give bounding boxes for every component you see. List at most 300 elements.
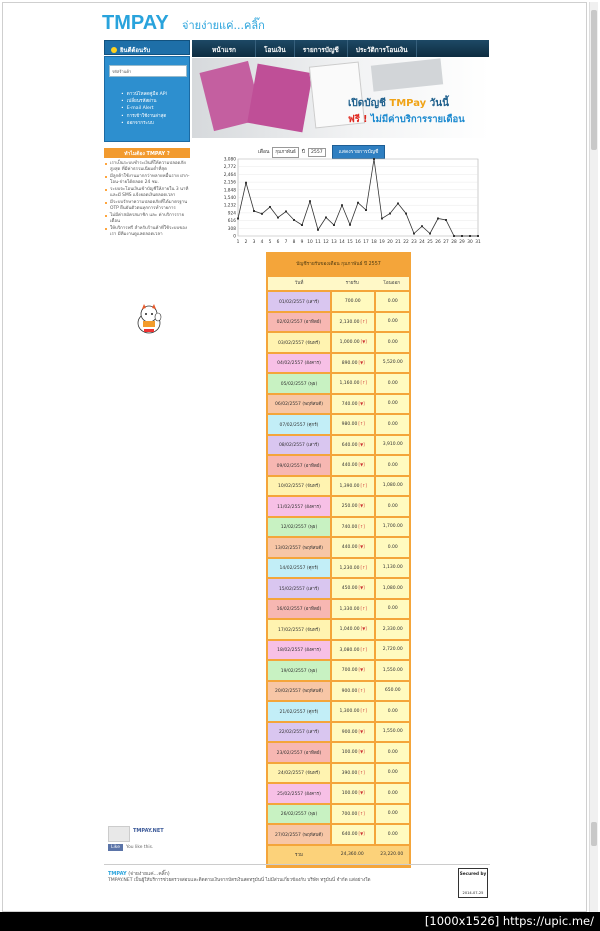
row-income (330, 641, 374, 660)
col-date: วันที่ (268, 277, 330, 290)
data-point (357, 202, 359, 204)
table-row (268, 579, 409, 598)
table-row (268, 600, 409, 619)
data-point (413, 233, 415, 235)
income-value: 1,160.00 (339, 381, 360, 387)
banner-text: ไม่มีค่าบริการรายเดือน (367, 114, 465, 125)
login-panel (104, 56, 190, 142)
income-value: 700.00 (344, 298, 361, 304)
x-tick-label: 3 (252, 240, 256, 245)
why-tmpay-header: ทำไมต้อง TMPAY ? (104, 148, 190, 158)
income-line-chart (208, 156, 488, 246)
fb-like-box (108, 844, 153, 851)
income-value: 900.00 (341, 729, 358, 735)
site-tagline: จ่ายง่ายแค่...คลิ๊ก (182, 19, 265, 32)
row-income (330, 313, 374, 332)
row-date: 24/02/2557 (จันทร์) (268, 764, 330, 783)
table-row (268, 805, 409, 824)
y-tick-label: 1,848 (223, 188, 236, 194)
y-tick-label: 2,156 (223, 180, 236, 186)
banner-line-1 (348, 96, 449, 111)
row-transfer-out: 0.00 (374, 333, 409, 352)
row-income (330, 292, 374, 311)
nav-item[interactable]: รายการบัญชี (295, 40, 348, 57)
lucky-cat-mascot (134, 304, 164, 334)
income-value: 1,390.00 (339, 483, 360, 489)
income-value: 890.00 (341, 360, 358, 366)
y-tick-label: 1,232 (223, 203, 236, 209)
data-point (469, 235, 471, 237)
site-logo[interactable]: TMPAY (102, 12, 169, 34)
table-row (268, 477, 409, 496)
row-transfer-out: 0.00 (374, 825, 409, 844)
data-point (477, 235, 479, 237)
row-income (330, 702, 374, 721)
x-tick-label: 25 (427, 240, 433, 245)
row-transfer-out: 0.00 (374, 538, 409, 557)
image-host-watermark: [1000x1526] https://upic.me/ (424, 914, 594, 928)
account-link[interactable]: • ดาวน์โหลดคู่มือ API (121, 91, 167, 98)
row-transfer-out: 0.00 (374, 600, 409, 619)
x-tick-label: 19 (379, 240, 385, 245)
data-point (261, 213, 263, 215)
x-tick-label: 10 (307, 240, 313, 245)
income-value: 250.00 (341, 504, 358, 510)
data-point (445, 219, 447, 221)
x-tick-label: 28 (451, 240, 457, 245)
data-point (405, 213, 407, 215)
trend-arrow-icon: [↑] (360, 605, 367, 611)
row-date: 27/02/2557 (พฤหัสบดี) (268, 825, 330, 844)
data-point (325, 217, 327, 219)
x-tick-label: 23 (411, 240, 417, 245)
x-tick-label: 6 (276, 240, 280, 245)
row-income (330, 805, 374, 824)
data-point (373, 158, 375, 160)
table-row (268, 497, 409, 516)
table-row (268, 518, 409, 537)
year-label: ปี (301, 149, 305, 155)
row-date: 01/02/2557 (เสาร์) (268, 292, 330, 311)
row-transfer-out: 1,130.00 (374, 559, 409, 578)
data-point (453, 235, 455, 237)
data-point (333, 224, 335, 226)
why-tmpay-list (104, 161, 192, 239)
scrollbar-thumb[interactable] (591, 10, 597, 150)
x-tick-label: 18 (371, 240, 377, 245)
y-tick-label: 924 (227, 211, 236, 217)
data-point (461, 235, 463, 237)
table-row (268, 333, 409, 352)
trend-arrow-icon: [▼] (358, 728, 365, 734)
data-point (245, 182, 247, 184)
row-date: 23/02/2557 (อาทิตย์) (268, 743, 330, 762)
why-item: ไม่มีค่าสมัครสมาชิก และ ค่าบริการรายเดือน (104, 213, 192, 225)
x-tick-label: 31 (475, 240, 481, 245)
banner-card (371, 58, 443, 91)
income-value: 440.00 (341, 463, 358, 469)
row-date: 02/02/2557 (อาทิตย์) (268, 313, 330, 332)
x-tick-label: 26 (435, 240, 441, 245)
row-income (330, 374, 374, 393)
trend-arrow-icon: [▼] (358, 441, 365, 447)
fb-like-button[interactable]: Like (108, 844, 123, 851)
x-tick-label: 27 (443, 240, 449, 245)
table-row (268, 825, 409, 844)
promo-banner[interactable] (192, 58, 489, 138)
why-item: ให้บริการฟรี สำหรับร้านค้าที่ใช้ระบบของเรา มีทีมงานดูแลตลอดเวลา (104, 226, 192, 238)
trend-arrow-icon: [▼] (358, 503, 365, 509)
data-point (293, 219, 295, 221)
table-row (268, 436, 409, 455)
row-income (330, 600, 374, 619)
row-transfer-out: 650.00 (374, 682, 409, 701)
y-tick-label: 2,464 (223, 172, 236, 178)
footer-brand-name: TMPAY (108, 871, 127, 877)
row-transfer-out: 1,080.00 (374, 477, 409, 496)
x-tick-label: 7 (284, 240, 288, 245)
account-link[interactable]: • เปลี่ยนรหัสผ่าน (121, 98, 167, 105)
trend-arrow-icon: [↑] (358, 810, 365, 816)
y-tick-label: 616 (227, 219, 236, 225)
income-value: 740.00 (341, 524, 358, 530)
total-in: 24,360.00 (330, 846, 374, 864)
row-income (330, 333, 374, 352)
why-item: มีลูกค้าใช้งานมากกว่าหลายหมื่นราย ฝาก-โอน-จ่ายได้ตลอด 24 ชม. (104, 174, 192, 186)
month-select[interactable]: กุมภาพันธ์ (272, 147, 298, 158)
data-point (341, 204, 343, 206)
nav-item[interactable]: โอนเงิน (256, 40, 295, 57)
table-row (268, 313, 409, 332)
row-income (330, 682, 374, 701)
data-point (429, 233, 431, 235)
table-row (268, 395, 409, 414)
table-row (268, 374, 409, 393)
data-point (421, 225, 423, 227)
y-tick-label: 1,540 (223, 196, 236, 201)
col-transfer-out: โอนออก (374, 277, 409, 290)
row-date: 12/02/2557 (พุธ) (268, 518, 330, 537)
trend-arrow-icon: [▼] (358, 585, 365, 591)
trend-arrow-icon: [▼] (358, 831, 365, 837)
income-value: 980.00 (341, 422, 358, 428)
row-date: 10/02/2557 (จันทร์) (268, 477, 330, 496)
footer-divider (104, 864, 490, 865)
total-out: 23,220.00 (374, 846, 409, 864)
trend-arrow-icon: [▼] (358, 400, 365, 406)
row-income (330, 579, 374, 598)
row-income (330, 784, 374, 803)
row-income (330, 415, 374, 434)
account-link[interactable]: • E-mail Alert (121, 105, 167, 112)
table-row (268, 682, 409, 701)
why-item: ระบบจะโอนเงินเข้าบัญชีให้ภายใน 3 นาที และมี SMS แจ้งยอดเงินตลอดเวลา (104, 187, 192, 199)
row-income (330, 538, 374, 557)
table-row (268, 764, 409, 783)
trend-arrow-icon: [↑] (360, 318, 367, 324)
row-date: 25/02/2557 (อังคาร) (268, 784, 330, 803)
main-nav (192, 40, 489, 57)
table-row (268, 702, 409, 721)
download-icon (111, 47, 117, 53)
row-date: 19/02/2557 (พุธ) (268, 661, 330, 680)
income-value: 3,080.00 (339, 647, 360, 653)
row-transfer-out: 0.00 (374, 497, 409, 516)
banner-text: วันนี้ (426, 98, 449, 109)
income-value: 640.00 (341, 832, 358, 838)
why-item: เราเป็นระบบชำระเงินที่ให้ความปลอดภัยสูงสุด ที่มีค่าธรรมเนียมต่ำที่สุด (104, 161, 192, 173)
secured-text: Secured by (459, 871, 487, 876)
nav-item[interactable]: ประวัติการโอนเงิน (348, 40, 417, 57)
table-row (268, 559, 409, 578)
year-select[interactable]: 2557 (308, 148, 326, 157)
login-header (104, 40, 190, 55)
x-tick-label: 16 (355, 240, 361, 245)
data-point (285, 211, 287, 213)
col-income: รายรับ (330, 277, 374, 290)
row-date: 22/02/2557 (เสาร์) (268, 723, 330, 742)
row-date: 05/02/2557 (พุธ) (268, 374, 330, 393)
income-value: 640.00 (341, 442, 358, 448)
row-income (330, 436, 374, 455)
y-tick-label: 0 (233, 234, 236, 240)
x-tick-label: 20 (387, 240, 393, 245)
data-point (301, 224, 303, 226)
x-tick-label: 17 (363, 240, 369, 245)
row-transfer-out: 0.00 (374, 805, 409, 824)
x-tick-label: 30 (467, 240, 473, 245)
fb-page-avatar[interactable] (108, 826, 130, 842)
table-row (268, 661, 409, 680)
data-point (317, 229, 319, 231)
row-transfer-out: 0.00 (374, 292, 409, 311)
row-date: 16/02/2557 (อาทิตย์) (268, 600, 330, 619)
row-transfer-out: 5,520.00 (374, 354, 409, 373)
why-item: มีระบบรักษาความปลอดภัยที่ได้มาตรฐาน OTP ยืนยันตัวตนทุกการทำรายการ (104, 200, 192, 212)
row-transfer-out: 1,080.00 (374, 579, 409, 598)
table-row (268, 620, 409, 639)
row-date: 21/02/2557 (ศุกร์) (268, 702, 330, 721)
row-date: 14/02/2557 (ศุกร์) (268, 559, 330, 578)
x-tick-label: 24 (419, 240, 425, 245)
x-tick-label: 11 (315, 240, 321, 245)
table-row (268, 723, 409, 742)
trend-arrow-icon: [↑] (358, 687, 365, 693)
image-host-bar (0, 912, 600, 931)
x-tick-label: 12 (323, 240, 329, 245)
row-date: 07/02/2557 (ศุกร์) (268, 415, 330, 434)
trend-arrow-icon: [▼] (360, 626, 367, 632)
total-row (268, 846, 409, 864)
row-transfer-out: 0.00 (374, 743, 409, 762)
row-date: 26/02/2557 (พุธ) (268, 805, 330, 824)
trend-arrow-icon: [▼] (358, 790, 365, 796)
row-transfer-out: 0.00 (374, 313, 409, 332)
income-value: 100.00 (341, 750, 358, 756)
row-transfer-out: 1,550.00 (374, 723, 409, 742)
income-value: 1,040.00 (339, 627, 360, 633)
login-title: ยินดีต้อนรับ (120, 47, 151, 54)
nav-item[interactable]: หน้าแรก (192, 40, 256, 57)
trend-arrow-icon: [↑] (358, 523, 365, 529)
table-row (268, 641, 409, 660)
row-date: 20/02/2557 (พฤหัสบดี) (268, 682, 330, 701)
table-row (268, 743, 409, 762)
row-transfer-out: 0.00 (374, 415, 409, 434)
table-row (268, 784, 409, 803)
secured-badge[interactable] (458, 868, 488, 898)
account-link[interactable]: • ออกจากระบบ (121, 120, 167, 127)
income-value: 1,300.00 (339, 709, 360, 715)
income-value: 740.00 (341, 401, 358, 407)
row-transfer-out: 1,550.00 (374, 661, 409, 680)
table-row (268, 415, 409, 434)
x-tick-label: 29 (459, 240, 465, 245)
row-date: 06/02/2557 (พฤหัสบดี) (268, 395, 330, 414)
income-value: 1,000.00 (339, 340, 360, 346)
income-value: 900.00 (341, 688, 358, 694)
x-tick-label: 2 (244, 240, 248, 245)
row-income (330, 620, 374, 639)
trend-arrow-icon: [↑] (360, 482, 367, 488)
trend-arrow-icon: [▼] (358, 544, 365, 550)
row-income (330, 825, 374, 844)
income-value: 450.00 (341, 586, 358, 592)
row-transfer-out: 3,910.00 (374, 436, 409, 455)
row-income (330, 764, 374, 783)
trend-arrow-icon: [▼] (358, 667, 365, 673)
month-label: เดือน (258, 149, 270, 155)
income-value: 390.00 (341, 770, 358, 776)
scrollbar-thumb-lower[interactable] (591, 822, 597, 846)
banner-free: ฟรี ! (348, 114, 368, 125)
fb-page-name[interactable]: TMPAY.NET (133, 828, 164, 834)
row-income (330, 518, 374, 537)
row-transfer-out: 0.00 (374, 374, 409, 393)
banner-card (247, 64, 313, 133)
x-tick-label: 5 (268, 240, 272, 245)
row-date: 09/02/2557 (อาทิตย์) (268, 456, 330, 475)
data-point (253, 210, 255, 212)
income-value: 440.00 (341, 545, 358, 551)
row-transfer-out: 0.00 (374, 395, 409, 414)
row-date: 11/02/2557 (อังคาร) (268, 497, 330, 516)
x-tick-label: 9 (300, 240, 304, 245)
x-tick-label: 21 (395, 240, 401, 245)
data-point (437, 218, 439, 220)
data-point (277, 217, 279, 219)
x-tick-label: 14 (339, 240, 345, 245)
row-date: 17/02/2557 (จันทร์) (268, 620, 330, 639)
footer-disclaimer: TMPAY.NET เป็นผู้ให้บริการช่วยตรวจสอบและติดตามเงินจากบัตรเงินสดทรูมันนี่ ไม่มีส่วนเกี่ยวข้องกับ บริษัท ทรูมันนี่ จำกัด แต่อย่างใด (108, 878, 371, 883)
banner-brand: TMPay (389, 98, 427, 109)
y-tick-label: 308 (227, 226, 236, 232)
y-tick-label: 2,772 (223, 165, 236, 171)
income-value: 700.00 (341, 668, 358, 674)
trend-arrow-icon: [▼] (360, 339, 367, 345)
income-value: 1,230.00 (339, 565, 360, 571)
statement-table (266, 252, 411, 868)
income-value: 2,130.00 (339, 319, 360, 325)
table-row (268, 538, 409, 557)
x-tick-label: 1 (236, 240, 240, 245)
trend-arrow-icon: [↑] (358, 421, 365, 427)
row-date: 15/02/2557 (เสาร์) (268, 579, 330, 598)
row-income (330, 477, 374, 496)
x-tick-label: 4 (260, 240, 264, 245)
table-row (268, 292, 409, 311)
x-tick-label: 8 (292, 240, 296, 245)
x-tick-label: 13 (331, 240, 337, 245)
trend-arrow-icon: [↑] (360, 380, 367, 386)
row-transfer-out: 2,720.00 (374, 641, 409, 660)
total-label: รวม (268, 846, 330, 864)
row-date: 18/02/2557 (อังคาร) (268, 641, 330, 660)
trend-arrow-icon: [▼] (358, 749, 365, 755)
trend-arrow-icon: [↑] (358, 769, 365, 775)
show-statement-button[interactable]: แสดงรายการบัญชี (332, 145, 386, 159)
row-transfer-out: 1,700.00 (374, 518, 409, 537)
data-point (237, 218, 239, 220)
row-transfer-out: 0.00 (374, 784, 409, 803)
row-date: 13/02/2557 (พฤหัสบดี) (268, 538, 330, 557)
row-transfer-out: 0.00 (374, 702, 409, 721)
table-caption: บัญชีรายรับของเดือน กุมภาพันธ์ ปี 2557 (296, 262, 381, 267)
data-point (381, 218, 383, 220)
x-tick-label: 22 (403, 240, 409, 245)
row-transfer-out: 0.00 (374, 456, 409, 475)
trend-arrow-icon: [▼] (358, 359, 365, 365)
data-point (269, 206, 271, 208)
merchant-id-field[interactable]: รหัสร้านค้า (109, 65, 187, 77)
row-date: 08/02/2557 (เสาร์) (268, 436, 330, 455)
banner-line-2 (348, 112, 465, 127)
table-row (268, 456, 409, 475)
row-income (330, 395, 374, 414)
income-value: 1,330.00 (339, 606, 360, 612)
trend-arrow-icon: [↑] (360, 646, 367, 652)
banner-text: เปิดบัญชี (348, 98, 390, 109)
x-tick-label: 15 (347, 240, 353, 245)
trend-arrow-icon: [▼] (358, 462, 365, 468)
account-links (121, 91, 167, 127)
row-income (330, 354, 374, 373)
fb-like-text: You like this. (125, 845, 154, 850)
scrollbar[interactable] (589, 2, 598, 912)
table-row (268, 354, 409, 373)
row-income (330, 723, 374, 742)
income-value: 700.00 (341, 811, 358, 817)
y-tick-label: 3,080 (223, 157, 236, 163)
data-point (309, 200, 311, 202)
row-date: 04/02/2557 (อังคาร) (268, 354, 330, 373)
row-transfer-out: 0.00 (374, 764, 409, 783)
account-link[interactable]: • การเข้าใช้งานล่าสุด (121, 113, 167, 120)
trend-arrow-icon: [↑] (360, 564, 367, 570)
row-income (330, 661, 374, 680)
row-income (330, 743, 374, 762)
data-point (365, 209, 367, 211)
secured-date: 2014-07-25 (462, 891, 484, 895)
row-transfer-out: 2,330.00 (374, 620, 409, 639)
income-value: 100.00 (341, 791, 358, 797)
data-point (389, 213, 391, 215)
row-date: 03/02/2557 (จันทร์) (268, 333, 330, 352)
row-income (330, 559, 374, 578)
row-income (330, 456, 374, 475)
row-income (330, 497, 374, 516)
data-point (397, 203, 399, 205)
